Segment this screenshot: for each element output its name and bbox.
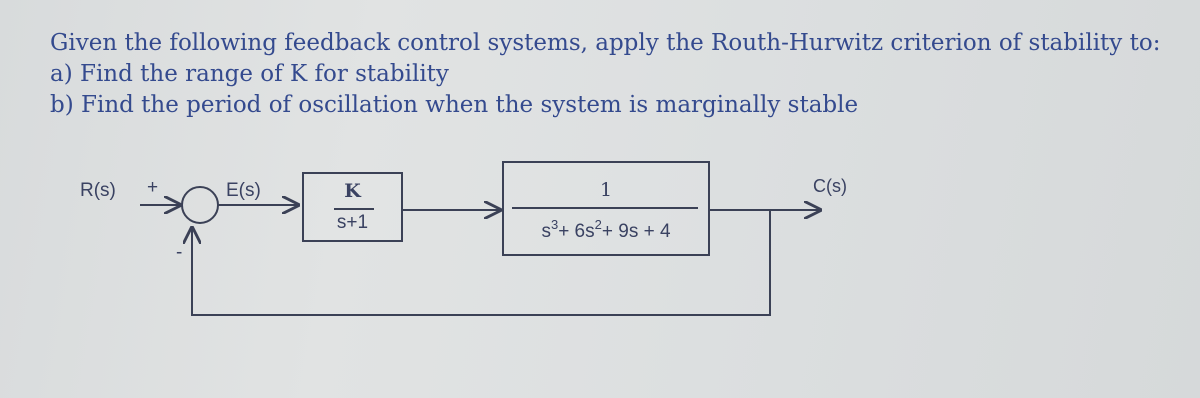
plant-numerator: 1 <box>599 179 613 201</box>
plant-den-mid: + 6s <box>558 221 595 242</box>
minus-sign: - <box>176 242 183 263</box>
plant-block <box>502 161 710 256</box>
controller-fraction-bar <box>334 208 374 210</box>
plant-fraction-bar <box>512 207 698 209</box>
plus-sign: + <box>147 177 159 198</box>
plant-denominator <box>504 217 708 243</box>
question-part-a: a) Find the range of K for stability <box>50 61 449 87</box>
output-label: C(s) <box>813 176 847 196</box>
plant-den-s2-exp: 2 <box>594 217 602 232</box>
controller-denominator: s+1 <box>336 212 369 233</box>
question-part-b: b) Find the period of oscillation when the system is marginally stable <box>50 92 859 118</box>
plant-den-s3-exp: 3 <box>550 217 559 232</box>
plant-den-tail: + 9s + 4 <box>601 221 671 242</box>
question-intro: Given the following feedback control systems, apply the Routh-Hurwitz criterion of stability to: <box>50 30 1161 56</box>
plant-den-s3-base: s <box>541 221 551 242</box>
error-label: E(s) <box>226 180 261 201</box>
controller-block <box>302 172 403 242</box>
summing-junction <box>182 187 218 223</box>
controller-numerator: K <box>344 180 361 202</box>
input-label: R(s) <box>80 180 116 201</box>
